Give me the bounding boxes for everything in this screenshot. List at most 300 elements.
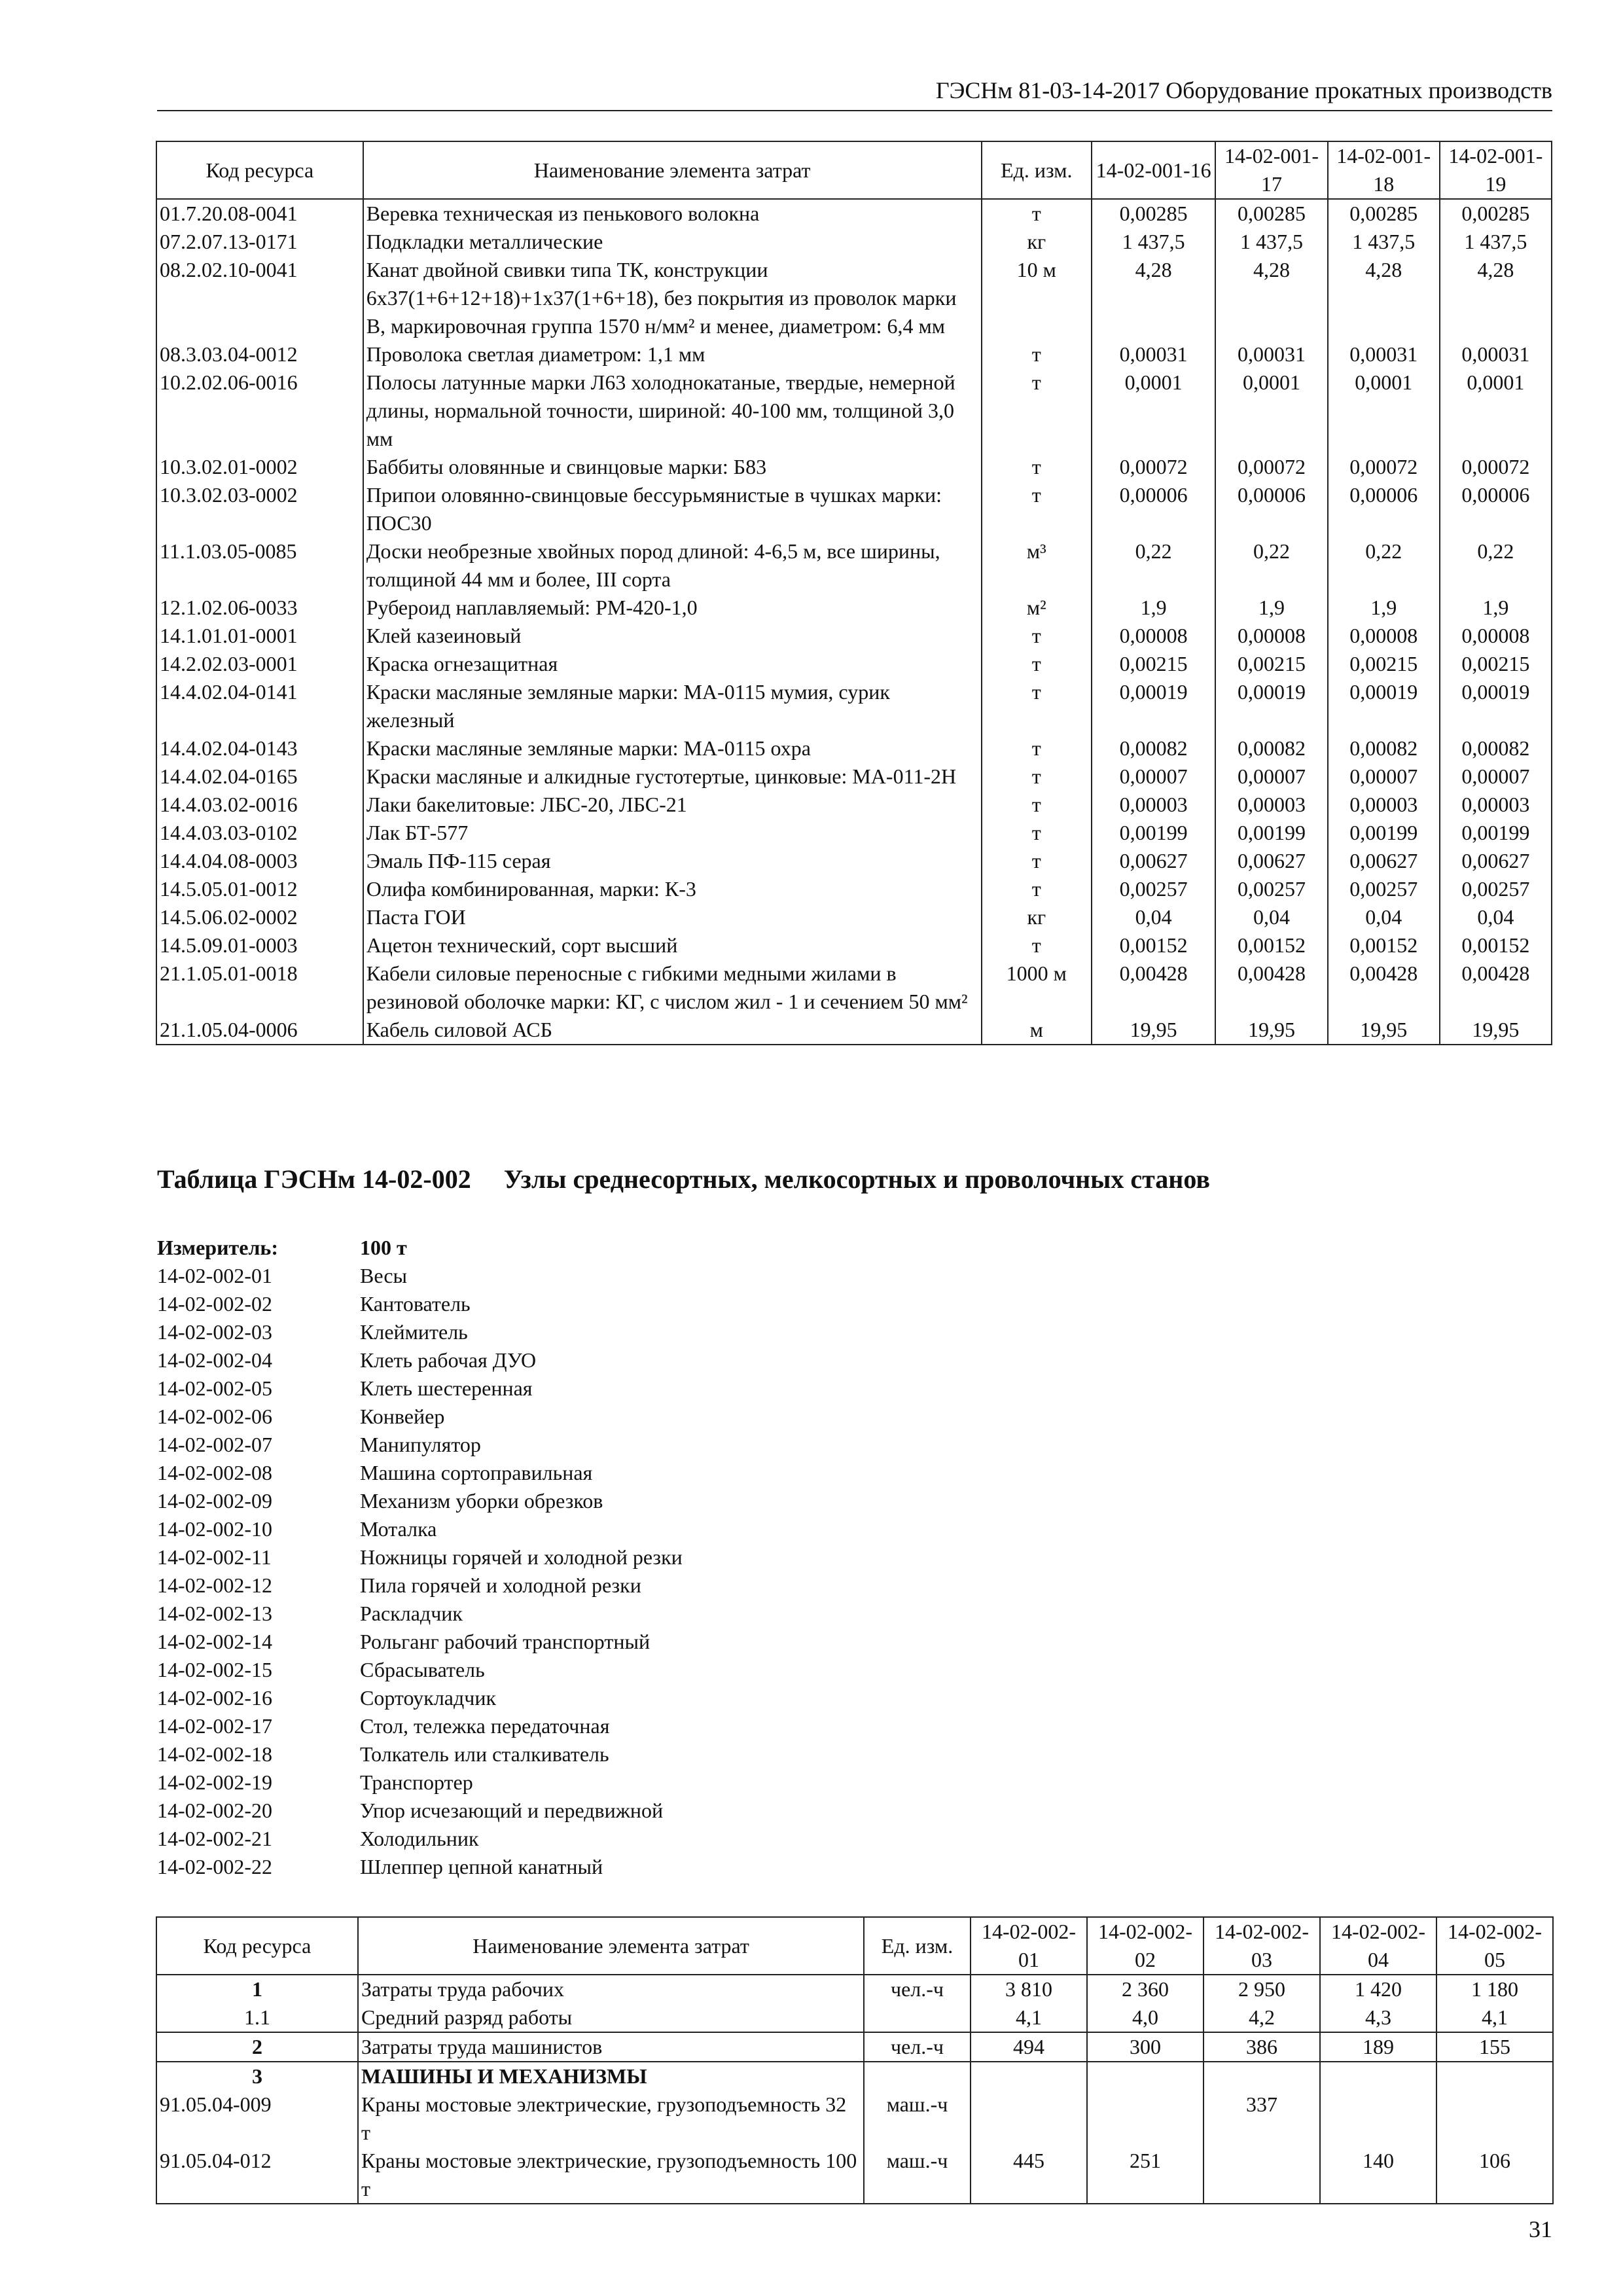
value-cell: 0,00003 <box>1215 791 1327 819</box>
item-name: Кантователь <box>360 1292 471 1316</box>
table-row <box>156 481 1552 537</box>
value-cell: 0,00031 <box>1440 340 1552 368</box>
item-code: 14-02-002-17 <box>157 1714 272 1738</box>
resource-name: Подкладки металлические <box>363 228 982 256</box>
list-item <box>157 1740 683 1768</box>
unit: кг <box>982 228 1092 256</box>
value-cell: 0,00031 <box>1328 340 1440 368</box>
resource-name: Кабель силовой АСБ <box>363 1016 982 1045</box>
item-code: 14-02-002-10 <box>157 1517 272 1541</box>
table-row <box>156 256 1552 340</box>
measure-value: 100 т <box>360 1236 407 1259</box>
value-cell: 4,1 <box>971 2003 1087 2032</box>
resource-name: Затраты труда рабочих <box>358 1975 864 2003</box>
item-code: 14-02-002-12 <box>157 1573 272 1597</box>
value-cell: 0,00285 <box>1328 199 1440 228</box>
unit: кг <box>982 903 1092 931</box>
value-cell <box>1204 2147 1320 2204</box>
table-row <box>156 622 1552 650</box>
resource-code: 3 <box>156 2062 358 2090</box>
value-cell: 0,00007 <box>1440 762 1552 791</box>
item-name: Шлеппер цепной канатный <box>360 1855 603 1878</box>
resource-code: 14.5.05.01-0012 <box>156 875 363 903</box>
value-cell: 0,00257 <box>1215 875 1327 903</box>
value-cell: 300 <box>1087 2032 1204 2062</box>
value-cell: 0,22 <box>1328 537 1440 594</box>
item-code: 14-02-002-02 <box>157 1292 272 1316</box>
resource-name: Краски масляные земляные марки: МА-0115 мумия, сурик железный <box>363 678 982 734</box>
item-name: Манипулятор <box>360 1433 481 1456</box>
list-item <box>157 1403 683 1431</box>
item-name: Упор исчезающий и передвижной <box>360 1799 664 1822</box>
resource-name: Лаки бакелитовые: ЛБС-20, ЛБС-21 <box>363 791 982 819</box>
value-cell: 2 360 <box>1087 1975 1204 2003</box>
item-code: 14-02-002-15 <box>157 1658 272 1681</box>
unit: т <box>982 453 1092 481</box>
table-row <box>156 960 1552 1016</box>
value-cell: 0,00199 <box>1440 819 1552 847</box>
value-cell: 2 950 <box>1204 1975 1320 2003</box>
value-cell: 0,00199 <box>1328 819 1440 847</box>
list-item <box>157 1684 683 1712</box>
value-cell: 0,00215 <box>1328 650 1440 678</box>
resource-code: 91.05.04-009 <box>156 2090 358 2147</box>
value-cell: 0,0001 <box>1440 368 1552 453</box>
unit: т <box>982 650 1092 678</box>
resource-code: 10.3.02.03-0002 <box>156 481 363 537</box>
value-cell: 0,00008 <box>1092 622 1216 650</box>
col-header: 14-02-002-05 <box>1436 1917 1553 1975</box>
value-cell: 0,00199 <box>1215 819 1327 847</box>
list-item <box>157 1600 683 1628</box>
value-cell: 0,0001 <box>1092 368 1216 453</box>
value-cell: 0,00285 <box>1215 199 1327 228</box>
value-cell: 0,00072 <box>1440 453 1552 481</box>
item-name: Пила горячей и холодной резки <box>360 1573 641 1597</box>
value-cell: 19,95 <box>1328 1016 1440 1045</box>
value-cell: 0,00428 <box>1328 960 1440 1016</box>
table-row <box>156 762 1552 791</box>
value-cell: 0,00215 <box>1215 650 1327 678</box>
table-row <box>156 228 1552 256</box>
resource-code: 01.7.20.08-0041 <box>156 199 363 228</box>
value-cell: 1 437,5 <box>1092 228 1216 256</box>
resource-code: 07.2.07.13-0171 <box>156 228 363 256</box>
table-row <box>156 453 1552 481</box>
resource-code: 14.5.06.02-0002 <box>156 903 363 931</box>
value-cell: 0,00082 <box>1328 734 1440 762</box>
value-cell: 1 437,5 <box>1440 228 1552 256</box>
value-cell <box>1087 2090 1204 2147</box>
item-code: 14-02-002-22 <box>157 1855 272 1878</box>
resource-name: Краны мостовые электрические, грузоподъемность 100 т <box>358 2147 864 2204</box>
table-row <box>156 819 1552 847</box>
value-cell <box>971 2062 1087 2090</box>
table-row <box>156 199 1552 228</box>
value-cell <box>1204 2062 1320 2090</box>
resource-code: 14.4.02.04-0143 <box>156 734 363 762</box>
value-cell: 0,00257 <box>1092 875 1216 903</box>
item-name: Механизм уборки обрезков <box>360 1489 603 1513</box>
measure-block <box>157 1234 683 1881</box>
value-cell <box>1087 2062 1204 2090</box>
resource-code: 1 <box>156 1975 358 2003</box>
list-item <box>157 1459 683 1487</box>
list-item <box>157 1515 683 1543</box>
list-item <box>157 1656 683 1684</box>
table-row <box>156 1975 1553 2003</box>
col-header: Ед. изм. <box>864 1917 971 1975</box>
section-title: Таблица ГЭСНм 14-02-002 Узлы среднесортных, мелкосортных и проволочных станов <box>157 1164 1210 1194</box>
resource-name: Паста ГОИ <box>363 903 982 931</box>
item-name: Стол, тележка передаточная <box>360 1714 610 1738</box>
item-name: Клеть рабочая ДУО <box>360 1348 537 1372</box>
item-code: 14-02-002-03 <box>157 1320 272 1344</box>
table-row <box>156 537 1552 594</box>
table-row <box>156 678 1552 734</box>
value-cell: 1 180 <box>1436 1975 1553 2003</box>
col-header: 14-02-002-01 <box>971 1917 1087 1975</box>
unit: т <box>982 368 1092 453</box>
unit: т <box>982 762 1092 791</box>
item-code: 14-02-002-04 <box>157 1348 272 1372</box>
value-cell: 0,00006 <box>1215 481 1327 537</box>
unit: м <box>982 1016 1092 1045</box>
list-item <box>157 1825 683 1853</box>
value-cell: 0,00007 <box>1092 762 1216 791</box>
resource-code: 12.1.02.06-0033 <box>156 594 363 622</box>
resource-name: Ацетон технический, сорт высший <box>363 931 982 960</box>
table-row <box>156 734 1552 762</box>
value-cell: 0,00019 <box>1440 678 1552 734</box>
item-code: 14-02-002-20 <box>157 1799 272 1822</box>
unit: т <box>982 340 1092 368</box>
value-cell: 0,00072 <box>1215 453 1327 481</box>
item-code: 14-02-002-08 <box>157 1461 272 1484</box>
value-cell: 0,04 <box>1215 903 1327 931</box>
table-row <box>156 340 1552 368</box>
col-header: 14-02-002-03 <box>1204 1917 1320 1975</box>
item-code: 14-02-002-06 <box>157 1405 272 1428</box>
value-cell: 0,00199 <box>1092 819 1216 847</box>
col-header: 14-02-001-18 <box>1328 141 1440 199</box>
value-cell: 0,00019 <box>1328 678 1440 734</box>
list-item <box>157 1571 683 1600</box>
unit: т <box>982 791 1092 819</box>
col-header: 14-02-001-16 <box>1092 141 1216 199</box>
value-cell: 251 <box>1087 2147 1204 2204</box>
list-item <box>157 1768 683 1797</box>
unit: т <box>982 875 1092 903</box>
col-header: 14-02-002-04 <box>1320 1917 1436 1975</box>
list-item <box>157 1797 683 1825</box>
table-row <box>156 2032 1553 2062</box>
table-row <box>156 875 1552 903</box>
resource-name: Краска огнезащитная <box>363 650 982 678</box>
resource-name: Канат двойной свивки типа ТК, конструкции 6х37(1+6+12+18)+1х37(1+6+18), без покрытия из проволок марки В, маркировочная группа 1570 н/мм² и менее, диаметром: 6,4 мм <box>363 256 982 340</box>
value-cell: 0,22 <box>1092 537 1216 594</box>
resource-table-1 <box>156 141 1552 1045</box>
list-item <box>157 1262 683 1290</box>
col-header: Код ресурса <box>156 141 363 199</box>
value-cell: 1,9 <box>1215 594 1327 622</box>
resource-code: 08.3.03.04-0012 <box>156 340 363 368</box>
resource-code: 21.1.05.04-0006 <box>156 1016 363 1045</box>
resource-name: Краны мостовые электрические, грузоподъемность 32 т <box>358 2090 864 2147</box>
item-code: 14-02-002-05 <box>157 1376 272 1400</box>
value-cell: 4,28 <box>1440 256 1552 340</box>
value-cell: 0,00031 <box>1092 340 1216 368</box>
value-cell <box>1320 2090 1436 2147</box>
resource-code: 14.4.04.08-0003 <box>156 847 363 875</box>
resource-name: Краски масляные и алкидные густотертые, цинковые: МА-011-2Н <box>363 762 982 791</box>
unit: м² <box>982 594 1092 622</box>
resource-code: 14.2.02.03-0001 <box>156 650 363 678</box>
resource-code: 14.4.03.02-0016 <box>156 791 363 819</box>
unit <box>864 2003 971 2032</box>
value-cell: 0,0001 <box>1215 368 1327 453</box>
item-code: 14-02-002-16 <box>157 1686 272 1710</box>
value-cell: 0,22 <box>1215 537 1327 594</box>
value-cell: 0,00152 <box>1215 931 1327 960</box>
unit: т <box>982 481 1092 537</box>
unit: 10 м <box>982 256 1092 340</box>
value-cell: 1 437,5 <box>1328 228 1440 256</box>
value-cell: 4,2 <box>1204 2003 1320 2032</box>
table-row <box>156 931 1552 960</box>
value-cell: 0,00152 <box>1440 931 1552 960</box>
list-item <box>157 1628 683 1656</box>
value-cell: 0,00007 <box>1328 762 1440 791</box>
table-row <box>156 2090 1553 2147</box>
item-code: 14-02-002-01 <box>157 1264 272 1287</box>
value-cell <box>971 2090 1087 2147</box>
value-cell: 0,00019 <box>1092 678 1216 734</box>
value-cell: 19,95 <box>1215 1016 1327 1045</box>
value-cell: 494 <box>971 2032 1087 2062</box>
value-cell: 0,00627 <box>1215 847 1327 875</box>
unit: маш.-ч <box>864 2147 971 2204</box>
running-header: ГЭСНм 81-03-14-2017 Оборудование прокатных производств <box>157 73 1552 111</box>
value-cell: 0,00215 <box>1440 650 1552 678</box>
value-cell: 0,00082 <box>1215 734 1327 762</box>
unit: чел.-ч <box>864 2032 971 2062</box>
page-number: 31 <box>1529 2216 1552 2242</box>
item-name: Толкатель или сталкиватель <box>360 1742 609 1766</box>
table-row <box>156 2003 1553 2032</box>
item-name: Клеймитель <box>360 1320 468 1344</box>
resource-code: 14.4.02.04-0165 <box>156 762 363 791</box>
resource-name: Средний разряд работы <box>358 2003 864 2032</box>
unit <box>864 2062 971 2090</box>
item-code: 14-02-002-11 <box>157 1545 272 1569</box>
value-cell: 0,00082 <box>1440 734 1552 762</box>
unit: 1000 м <box>982 960 1092 1016</box>
value-cell: 0,00152 <box>1328 931 1440 960</box>
item-code: 14-02-002-21 <box>157 1827 272 1850</box>
col-header: 14-02-001-17 <box>1215 141 1327 199</box>
value-cell: 1,9 <box>1092 594 1216 622</box>
value-cell: 0,22 <box>1440 537 1552 594</box>
resource-name: Лак БТ-577 <box>363 819 982 847</box>
resource-name: Баббиты оловянные и свинцовые марки: Б83 <box>363 453 982 481</box>
value-cell: 0,00007 <box>1215 762 1327 791</box>
unit: т <box>982 622 1092 650</box>
resource-code: 21.1.05.01-0018 <box>156 960 363 1016</box>
list-item <box>157 1374 683 1403</box>
item-name: Машина сортоправильная <box>360 1461 593 1484</box>
resource-name: Припои оловянно-свинцовые бессурьмянистые в чушках марки: ПОС30 <box>363 481 982 537</box>
value-cell: 0,00008 <box>1440 622 1552 650</box>
unit: т <box>982 931 1092 960</box>
unit: маш.-ч <box>864 2090 971 2147</box>
value-cell: 189 <box>1320 2032 1436 2062</box>
value-cell: 0,00215 <box>1092 650 1216 678</box>
value-cell: 1,9 <box>1440 594 1552 622</box>
value-cell: 0,00003 <box>1092 791 1216 819</box>
table-row <box>156 368 1552 453</box>
value-cell: 0,00003 <box>1328 791 1440 819</box>
unit: т <box>982 734 1092 762</box>
resource-code: 10.3.02.01-0002 <box>156 453 363 481</box>
list-item <box>157 1543 683 1571</box>
value-cell: 4,3 <box>1320 2003 1436 2032</box>
value-cell <box>1320 2062 1436 2090</box>
table-row <box>156 1016 1552 1045</box>
value-cell: 0,00082 <box>1092 734 1216 762</box>
resource-code: 2 <box>156 2032 358 2062</box>
table-header-row <box>156 141 1552 199</box>
unit: м³ <box>982 537 1092 594</box>
measure-label: Измеритель: <box>157 1236 278 1259</box>
item-name: Весы <box>360 1264 408 1287</box>
resource-code: 14.1.01.01-0001 <box>156 622 363 650</box>
item-code: 14-02-002-18 <box>157 1742 272 1766</box>
item-name: Сортоукладчик <box>360 1686 497 1710</box>
value-cell: 1 437,5 <box>1215 228 1327 256</box>
unit: т <box>982 819 1092 847</box>
value-cell: 0,00627 <box>1440 847 1552 875</box>
value-cell: 4,28 <box>1092 256 1216 340</box>
value-cell: 0,00072 <box>1328 453 1440 481</box>
value-cell: 445 <box>971 2147 1087 2204</box>
table-row <box>156 2147 1553 2204</box>
item-name: Рольганг рабочий транспортный <box>360 1630 651 1653</box>
item-code: 14-02-002-13 <box>157 1602 272 1625</box>
value-cell <box>1436 2090 1553 2147</box>
resource-code: 91.05.04-012 <box>156 2147 358 2204</box>
list-item <box>157 1290 683 1318</box>
table-header-row <box>156 1917 1553 1975</box>
value-cell: 0,00627 <box>1092 847 1216 875</box>
col-header: Ед. изм. <box>982 141 1092 199</box>
value-cell: 0,04 <box>1328 903 1440 931</box>
col-header: 14-02-002-02 <box>1087 1917 1204 1975</box>
value-cell: 0,00285 <box>1440 199 1552 228</box>
value-cell: 140 <box>1320 2147 1436 2204</box>
unit: т <box>982 678 1092 734</box>
resource-name: Веревка техническая из пенькового волокна <box>363 199 982 228</box>
value-cell: 0,00031 <box>1215 340 1327 368</box>
value-cell <box>1436 2062 1553 2090</box>
item-code: 14-02-002-09 <box>157 1489 272 1513</box>
resource-name: Клей казеиновый <box>363 622 982 650</box>
resource-name: Полосы латунные марки Л63 холоднокатаные, твердые, немерной длины, нормальной точности, шириной: 40-100 мм, толщиной 3,0 мм <box>363 368 982 453</box>
value-cell: 0,00257 <box>1440 875 1552 903</box>
value-cell: 4,28 <box>1328 256 1440 340</box>
resource-code: 1.1 <box>156 2003 358 2032</box>
resource-code: 14.4.03.03-0102 <box>156 819 363 847</box>
unit: т <box>982 847 1092 875</box>
resource-name: Эмаль ПФ-115 серая <box>363 847 982 875</box>
item-code: 14-02-002-07 <box>157 1433 272 1456</box>
resource-name: Краски масляные земляные марки: МА-0115 охра <box>363 734 982 762</box>
table-row <box>156 2062 1553 2090</box>
value-cell: 1,9 <box>1328 594 1440 622</box>
value-cell: 4,0 <box>1087 2003 1204 2032</box>
resource-name: МАШИНЫ И МЕХАНИЗМЫ <box>358 2062 864 2090</box>
item-name: Раскладчик <box>360 1602 463 1625</box>
value-cell: 0,00285 <box>1092 199 1216 228</box>
value-cell: 0,00003 <box>1440 791 1552 819</box>
list-item <box>157 1487 683 1515</box>
value-cell: 19,95 <box>1440 1016 1552 1045</box>
list-item <box>157 1712 683 1740</box>
item-code: 14-02-002-14 <box>157 1630 272 1653</box>
resource-name: Олифа комбинированная, марки: К-3 <box>363 875 982 903</box>
value-cell: 0,00008 <box>1328 622 1440 650</box>
value-cell: 0,00428 <box>1440 960 1552 1016</box>
resource-table-2 <box>156 1916 1554 2204</box>
value-cell: 0,00627 <box>1328 847 1440 875</box>
value-cell: 0,00006 <box>1328 481 1440 537</box>
resource-name: Кабели силовые переносные с гибкими медными жилами в резиновой оболочке марки: КГ, с числом жил - 1 и сечением 50 мм² <box>363 960 982 1016</box>
value-cell: 386 <box>1204 2032 1320 2062</box>
value-cell: 0,00072 <box>1092 453 1216 481</box>
resource-code: 08.2.02.10-0041 <box>156 256 363 340</box>
value-cell: 0,00257 <box>1328 875 1440 903</box>
list-item <box>157 1853 683 1881</box>
resource-code: 10.2.02.06-0016 <box>156 368 363 453</box>
resource-code: 14.5.09.01-0003 <box>156 931 363 960</box>
value-cell: 0,00008 <box>1215 622 1327 650</box>
table-row <box>156 594 1552 622</box>
col-header: Наименование элемента затрат <box>363 141 982 199</box>
item-code: 14-02-002-19 <box>157 1770 272 1794</box>
value-cell: 4,1 <box>1436 2003 1553 2032</box>
value-cell: 1 420 <box>1320 1975 1436 2003</box>
list-item <box>157 1346 683 1374</box>
list-item <box>157 1431 683 1459</box>
item-name: Сбрасыватель <box>360 1658 485 1681</box>
resource-name: Рубероид наплавляемый: РМ-420-1,0 <box>363 594 982 622</box>
item-name: Моталка <box>360 1517 437 1541</box>
value-cell: 0,00006 <box>1440 481 1552 537</box>
unit: т <box>982 199 1092 228</box>
value-cell: 4,28 <box>1215 256 1327 340</box>
col-header: Код ресурса <box>156 1917 358 1975</box>
col-header: Наименование элемента затрат <box>358 1917 864 1975</box>
value-cell: 0,00428 <box>1092 960 1216 1016</box>
resource-code: 14.4.02.04-0141 <box>156 678 363 734</box>
value-cell: 3 810 <box>971 1975 1087 2003</box>
value-cell: 0,00152 <box>1092 931 1216 960</box>
value-cell: 0,00006 <box>1092 481 1216 537</box>
item-name: Ножницы горячей и холодной резки <box>360 1545 683 1569</box>
list-item <box>157 1318 683 1346</box>
value-cell: 19,95 <box>1092 1016 1216 1045</box>
value-cell: 337 <box>1204 2090 1320 2147</box>
